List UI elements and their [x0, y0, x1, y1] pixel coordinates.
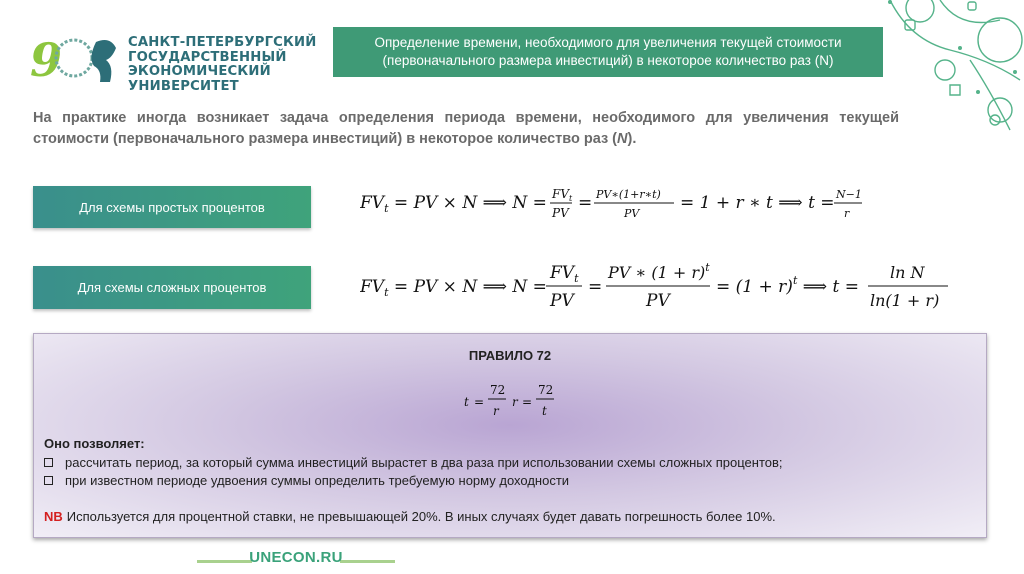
svg-text:=: = — [578, 193, 593, 213]
svg-text:PV: PV — [550, 291, 574, 311]
compound-interest-label: Для схемы сложных процентов — [33, 266, 311, 309]
rule-title: ПРАВИЛО 72 — [468, 348, 552, 363]
list-item-text: рассчитать период, за который сумма инвестиций вырастет в два раза при использовании схемы сложных процентов; — [65, 455, 783, 470]
nb-text: Используется для процентной ставки, не превышающей 20%. В иных случаях будет давать погрешность более 10%. — [66, 509, 776, 524]
nb-note — [44, 509, 776, 524]
university-name-line: ЭКОНОМИЧЕСКИЙ УНИВЕРСИТЕТ — [128, 64, 271, 94]
svg-text:r: r — [512, 395, 518, 409]
svg-text:FVt = PV × N ⟹ N =: $FV_t$ = PV × N ⟹ N = — [360, 193, 547, 215]
svg-text:=: = — [522, 395, 533, 409]
compound-interest-formula — [360, 258, 960, 318]
svg-text:t: t — [464, 395, 469, 409]
svg-text:FVt = PV × N ⟹ N =: $FV_t$ = PV × N ⟹ N = — [360, 277, 547, 299]
slide-title-box — [333, 27, 883, 77]
slide-title-line: Определение времени, необходимого для увеличения текущей стоимости — [374, 35, 842, 50]
checkbox-bullet-icon — [44, 458, 53, 467]
svg-text:= (1 + r)t ⟹ t =: = $(1 + r)^t$ ⟹ t = — [716, 274, 860, 297]
svg-text:t: t — [542, 404, 547, 418]
svg-text:PV: PV — [646, 291, 670, 311]
svg-text:=: = — [588, 277, 603, 297]
rule-72-box — [33, 333, 987, 538]
rule-lead: Оно позволяет: — [44, 436, 145, 451]
nb-label: NB — [44, 509, 63, 524]
checkbox-bullet-icon — [44, 476, 53, 485]
svg-text:=: = — [474, 395, 485, 409]
footer-site-link[interactable]: UNECON.RU — [249, 549, 343, 566]
intro-variable: N — [617, 131, 628, 147]
svg-text:PV: PV — [624, 207, 640, 220]
slide-title-line: (первоначального размера инвестиций) в некоторое количество раз (N) — [382, 53, 834, 68]
svg-text:r: r — [844, 207, 850, 220]
intro-text: На практике иногда возникает задача определения периода времени, необходимого для увеличения текущей стоимости (первоначального размера инвестиций) в некоторое количество раз ( — [33, 110, 899, 147]
list-item-text: при известном периоде удвоения суммы определить требуемую норму доходности — [65, 473, 570, 488]
svg-text:ln(1 + r): ln(1 + r) — [870, 291, 940, 310]
svg-text:PV∗(1+r∗t): PV∗(1+r∗t) — [596, 188, 661, 201]
svg-text:N−1: N−1 — [836, 188, 862, 201]
svg-text:FVt: $FV_t$ — [552, 187, 573, 203]
simple-interest-label: Для схемы простых процентов — [33, 186, 311, 228]
university-name-line: ГОСУДАРСТВЕННЫЙ — [128, 49, 287, 65]
svg-text:72: 72 — [538, 383, 554, 397]
svg-text:9: 9 — [30, 33, 63, 87]
svg-text:72: 72 — [490, 383, 506, 397]
intro-text-end: ). — [627, 131, 637, 147]
intro-paragraph — [33, 108, 899, 150]
list-item — [44, 455, 783, 470]
university-name-line: САНКТ-ПЕТЕРБУРГСКИЙ — [128, 35, 317, 50]
svg-text:FVt: $FV_t$ — [550, 263, 579, 285]
svg-text:ln N: ln N — [890, 263, 925, 282]
rule-72-formula — [462, 380, 572, 424]
university-name — [128, 36, 338, 94]
svg-text:PV: PV — [552, 206, 569, 220]
simple-interest-formula — [360, 180, 880, 228]
svg-text:r: r — [493, 404, 499, 418]
svg-text:PV ∗ (1 + r)t: PV ∗ $(1 + r)^t$ — [608, 261, 710, 282]
list-item — [44, 473, 569, 488]
university-logo-icon — [28, 32, 124, 88]
svg-text:= 1 + r ∗ t ⟹ t =: = 1 + r ∗ t ⟹ t = — [680, 193, 835, 213]
